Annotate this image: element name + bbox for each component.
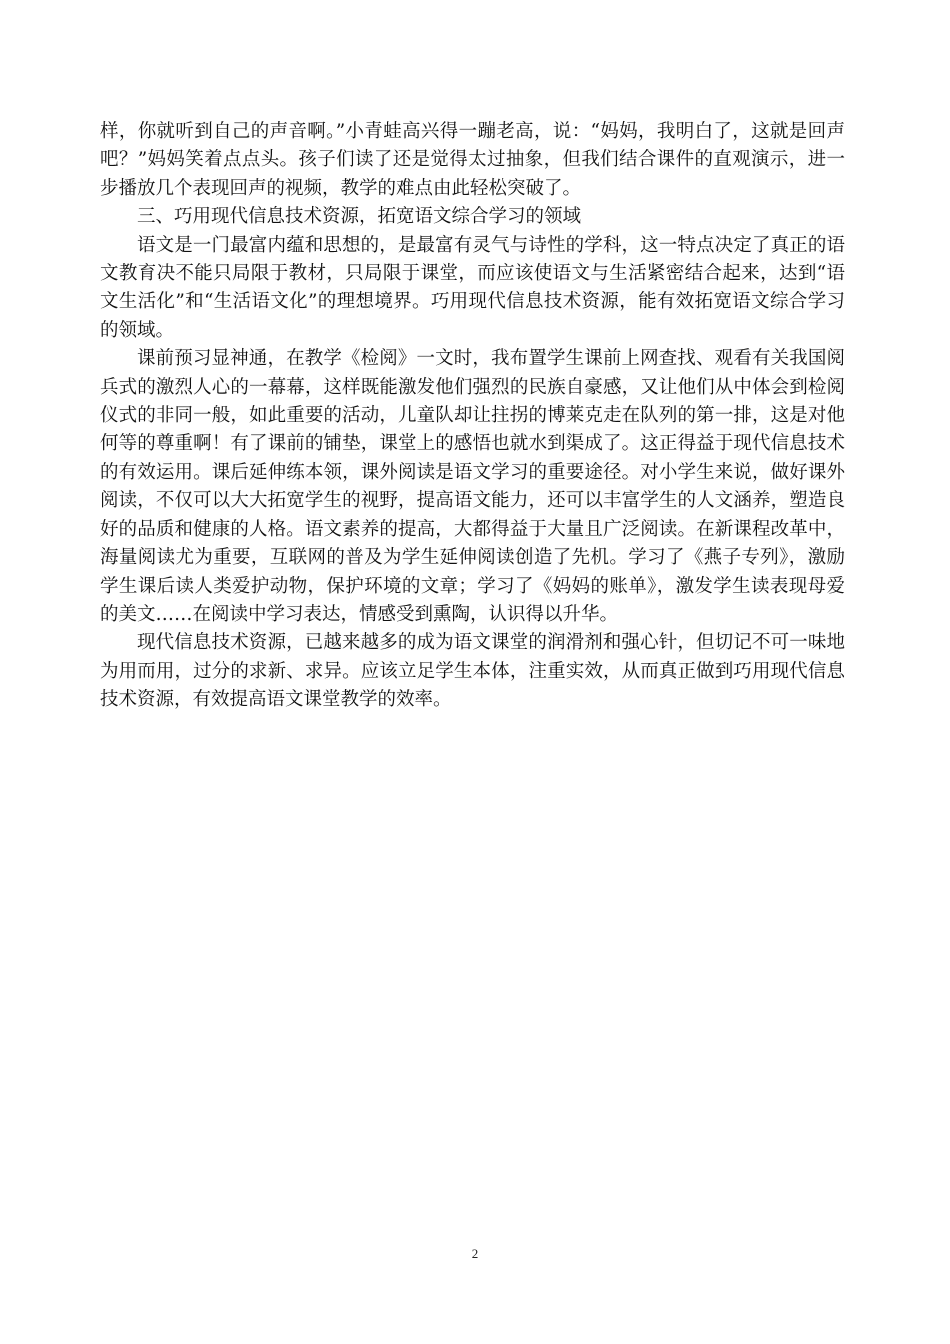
paragraph: 语文是一门最富内蕴和思想的，是最富有灵气与诗性的学科，这一特点决定了真正的语文教育决不能只局限于教材，只局限于课堂，而应该使语文与生活紧密结合起来，达到“语文生活化”和“生活语文化”的理想境界。巧用现代信息技术资源，能有效拓宽语文综合学习的领域。 xyxy=(100,234,845,341)
document-body xyxy=(100,118,845,715)
page-number: 2 xyxy=(471,1246,479,1261)
section-heading: 三、巧用现代信息技术资源，拓宽语文综合学习的领域 xyxy=(137,206,582,228)
paragraph: 课前预习显神通，在教学《检阅》一文时，我布置学生课前上网查找、观看有关我国阅兵式的激烈人心的一幕幕，这样既能激发他们强烈的民族自豪感，又让他们从中体会到检阅仪式的非同一般，如此重要的活动，儿童队却让拄拐的博莱克走在队列的第一排，这是对他何等的尊重啊！有了课前的铺垫，课堂上的感悟也就水到渠成了。这正得益于现代信息技术的有效运用。课后延伸练本领，课外阅读是语文学习的重要途径。对小学生来说，做好课外阅读，不仅可以大大拓宽学生的视野，提高语文能力，还可以丰富学生的人文涵养，塑造良好的品质和健康的人格。语文素养的提高，大都得益于大量且广泛阅读。在新课程改革中，海量阅读尤为重要，互联网的普及为学生延伸阅读创造了先机。学习了《燕子专列》，激励学生课后读人类爱护动物，保护环境的文章；学习了《妈妈的账单》，激发学生读表现母爱的美文……在阅读中学习表达，情感受到熏陶，认识得以升华。 xyxy=(100,348,845,625)
paragraph-continuation: 样，你就听到自己的声音啊。”小青蛙高兴得一蹦老高，说：“妈妈，我明白了，这就是回声吧？”妈妈笑着点点头。孩子们读了还是觉得太过抽象，但我们结合课件的直观演示，进一步播放几个表现回声的视频，教学的难点由此轻松突破了。 xyxy=(100,121,845,199)
paragraph: 现代信息技术资源，已越来越多的成为语文课堂的润滑剂和强心针，但切记不可一味地为用而用，过分的求新、求异。应该立足学生本体，注重实效，从而真正做到巧用现代信息技术资源，有效提高语文课堂教学的效率。 xyxy=(100,632,845,711)
